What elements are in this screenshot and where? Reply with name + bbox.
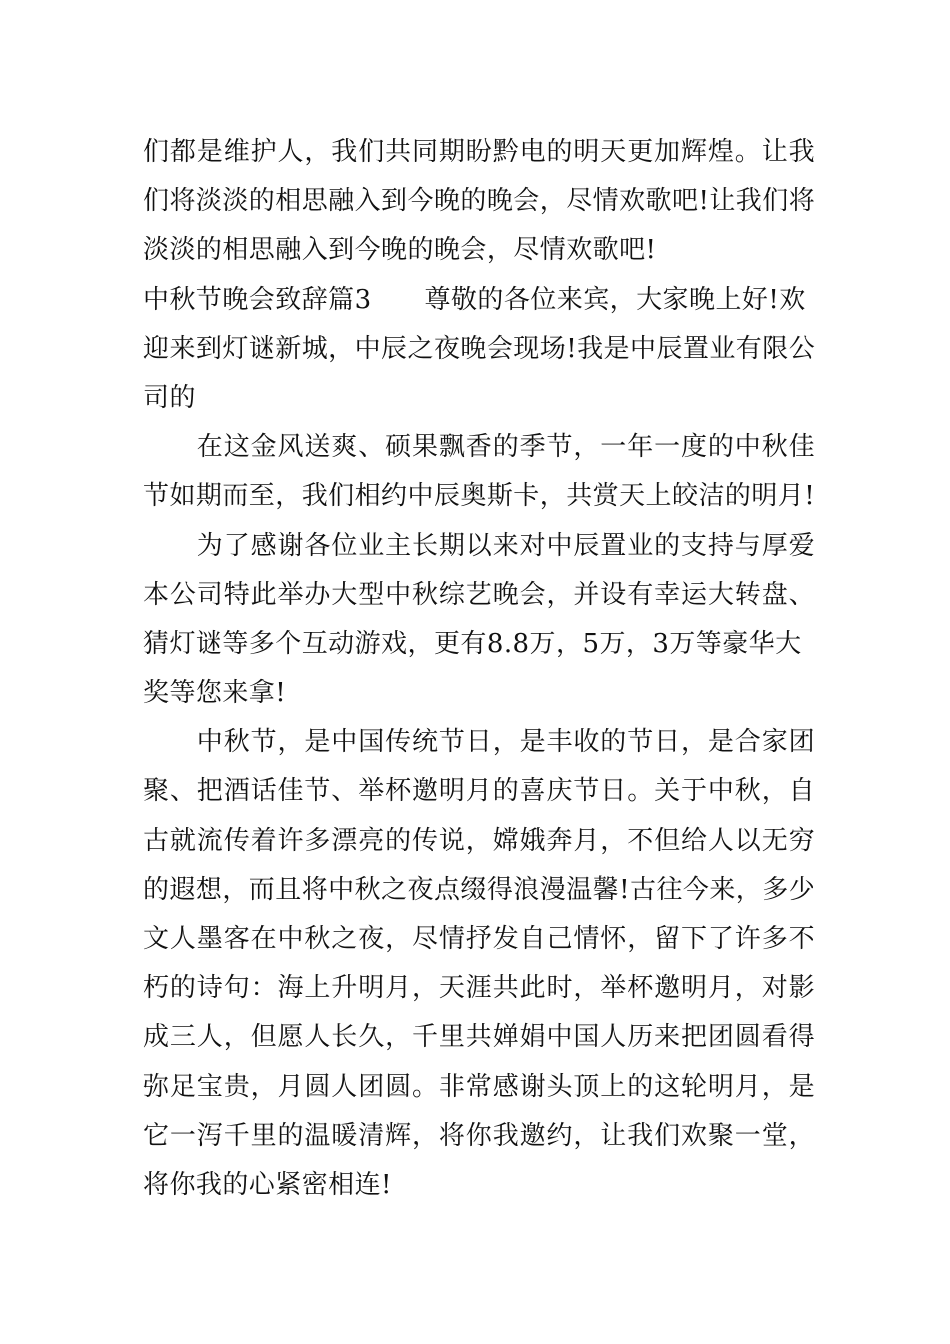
text-line: 的遐想，而且将中秋之夜点缀得浪漫温馨!古往今来，多少 xyxy=(143,874,816,905)
text-line: 奖等您来拿! xyxy=(143,678,287,709)
document-body xyxy=(143,128,816,1210)
section-heading-line: 中秋节晚会致辞篇3 尊敬的各位来宾，大家晚上好!欢 xyxy=(143,284,806,315)
text-line: 古就流传着许多漂亮的传说，嫦娥奔月，不但给人以无穷 xyxy=(143,825,816,856)
text-line: 猜灯谜等多个互动游戏，更有8.8万，5万，3万等豪华大 xyxy=(143,628,802,659)
text-line: 将你我的心紧密相连! xyxy=(143,1169,392,1200)
text-line: 们将淡淡的相思融入到今晚的晚会，尽情欢歌吧!让我们将 xyxy=(143,186,816,217)
text-line: 朽的诗句：海上升明月，天涯共此时，举杯邀明月，对影 xyxy=(143,973,816,1004)
text-line: 成三人，但愿人长久，千里共婵娟中国人历来把团圆看得 xyxy=(143,1022,816,1053)
text-line: 它一泻千里的温暖清辉，将你我邀约，让我们欢聚一堂， xyxy=(143,1120,816,1151)
text-line: 为了感谢各位业主长期以来对中辰置业的支持与厚爱 xyxy=(143,530,816,561)
text-line: 们都是维护人，我们共同期盼黔电的明天更加辉煌。让我 xyxy=(143,137,816,167)
text-line: 在这金风送爽、硕果飘香的季节，一年一度的中秋佳 xyxy=(143,432,816,463)
text-line: 文人墨客在中秋之夜，尽情抒发自己情怀，留下了许多不 xyxy=(143,924,816,954)
text-line: 节如期而至，我们相约中辰奥斯卡，共赏天上皎洁的明月! xyxy=(143,481,816,512)
text-line: 聚、把酒话佳节、举杯邀明月的喜庆节日。关于中秋，自 xyxy=(143,776,816,807)
text-line: 迎来到灯谜新城，中辰之夜晚会现场!我是中辰置业有限公 xyxy=(143,333,816,364)
text-line: 司的 xyxy=(143,382,196,413)
text-line: 弥足宝贵，月圆人团圆。非常感谢头顶上的这轮明月，是 xyxy=(143,1071,816,1102)
text-line: 本公司特此举办大型中秋综艺晚会，并设有幸运大转盘、 xyxy=(143,579,816,610)
text-line: 中秋节，是中国传统节日，是丰收的节日，是合家团 xyxy=(143,727,816,758)
text-line: 淡淡的相思融入到今晚的晚会，尽情欢歌吧! xyxy=(143,235,657,266)
